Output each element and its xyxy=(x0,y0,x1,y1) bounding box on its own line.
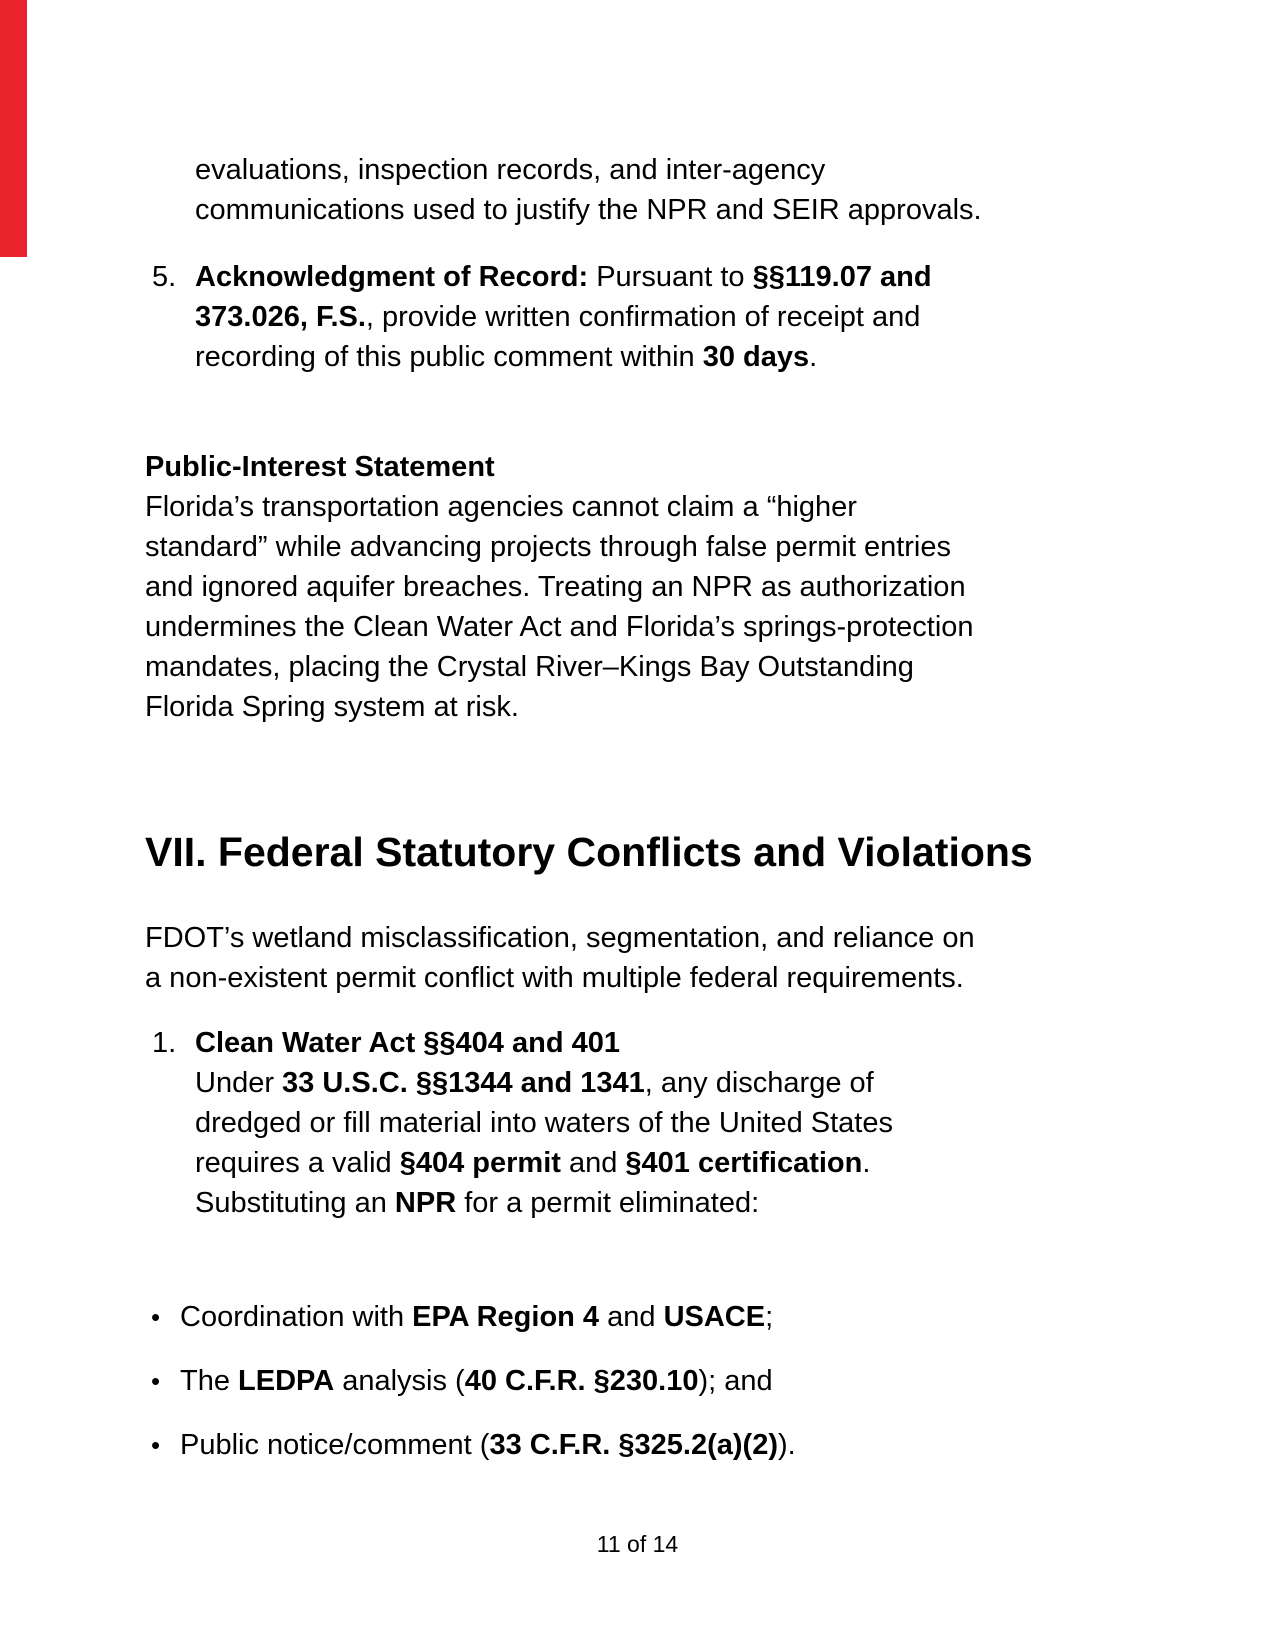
page-number-footer xyxy=(0,1530,1275,1558)
public-interest-paragraph xyxy=(145,487,1155,727)
section-vii-heading: VII. Federal Statutory Conflicts and Violations xyxy=(145,829,1033,875)
public-interest-section xyxy=(145,447,1155,727)
public-interest-heading: Public-Interest Statement xyxy=(145,451,495,483)
list-item-4-continuation xyxy=(145,150,1155,230)
text-line: The LEDPA analysis (40 C.F.R. §230.10); and xyxy=(180,1365,773,1397)
bullet-list xyxy=(145,1297,1155,1465)
text-line: dredged or fill material into waters of the United States xyxy=(195,1107,893,1139)
page-content xyxy=(145,0,1155,1465)
section-vii-intro-paragraph xyxy=(145,918,1155,998)
text-line: Clean Water Act §§404 and 401 xyxy=(195,1027,620,1059)
text-line: Substituting an NPR for a permit eliminated: xyxy=(195,1187,760,1219)
bullet-icon: • xyxy=(151,1366,161,1396)
bullet-item-ledpa xyxy=(145,1361,1155,1401)
text-line: Acknowledgment of Record: Pursuant to §§119.07 and xyxy=(195,261,932,293)
page-number-text: 11 of 14 xyxy=(596,1531,679,1557)
bullet-icon: • xyxy=(151,1302,161,1332)
text-line: undermines the Clean Water Act and Florida’s springs-protection xyxy=(145,611,974,643)
text-line: Coordination with EPA Region 4 and USACE; xyxy=(180,1301,774,1333)
text-line: Under 33 U.S.C. §§1344 and 1341, any discharge of xyxy=(195,1067,874,1099)
text-line: FDOT’s wetland misclassification, segmentation, and reliance on xyxy=(145,922,975,954)
text-line: Florida Spring system at risk. xyxy=(145,691,519,723)
text-line: 373.026, F.S., provide written confirmation of receipt and xyxy=(195,301,921,333)
text-line: mandates, placing the Crystal River–Kings Bay Outstanding xyxy=(145,651,914,683)
text-line: Florida’s transportation agencies cannot claim a “higher xyxy=(145,491,857,523)
list-item-5-acknowledgment xyxy=(145,257,1155,377)
list-number: 5. xyxy=(152,261,177,293)
text-line: standard” while advancing projects through false permit entries xyxy=(145,531,951,563)
bullet-item-public-notice xyxy=(145,1425,1155,1465)
text-line: Public notice/comment (33 C.F.R. §325.2(a)(2)). xyxy=(180,1429,796,1461)
text-line: requires a valid §404 permit and §401 certification. xyxy=(195,1147,871,1179)
text-line: evaluations, inspection records, and inter-agency xyxy=(195,154,826,186)
text-line: and ignored aquifer breaches. Treating an NPR as authorization xyxy=(145,571,966,603)
bullet-item-epa-usace xyxy=(145,1297,1155,1337)
list-item-1-clean-water-act xyxy=(145,1023,1155,1223)
text-line: recording of this public comment within 30 days. xyxy=(195,341,818,373)
left-edge-red-marker xyxy=(0,0,27,257)
list-number: 1. xyxy=(152,1027,177,1059)
text-line: communications used to justify the NPR and SEIR approvals. xyxy=(195,194,982,226)
text-line: a non-existent permit conflict with multiple federal requirements. xyxy=(145,962,964,994)
bullet-icon: • xyxy=(151,1430,161,1460)
